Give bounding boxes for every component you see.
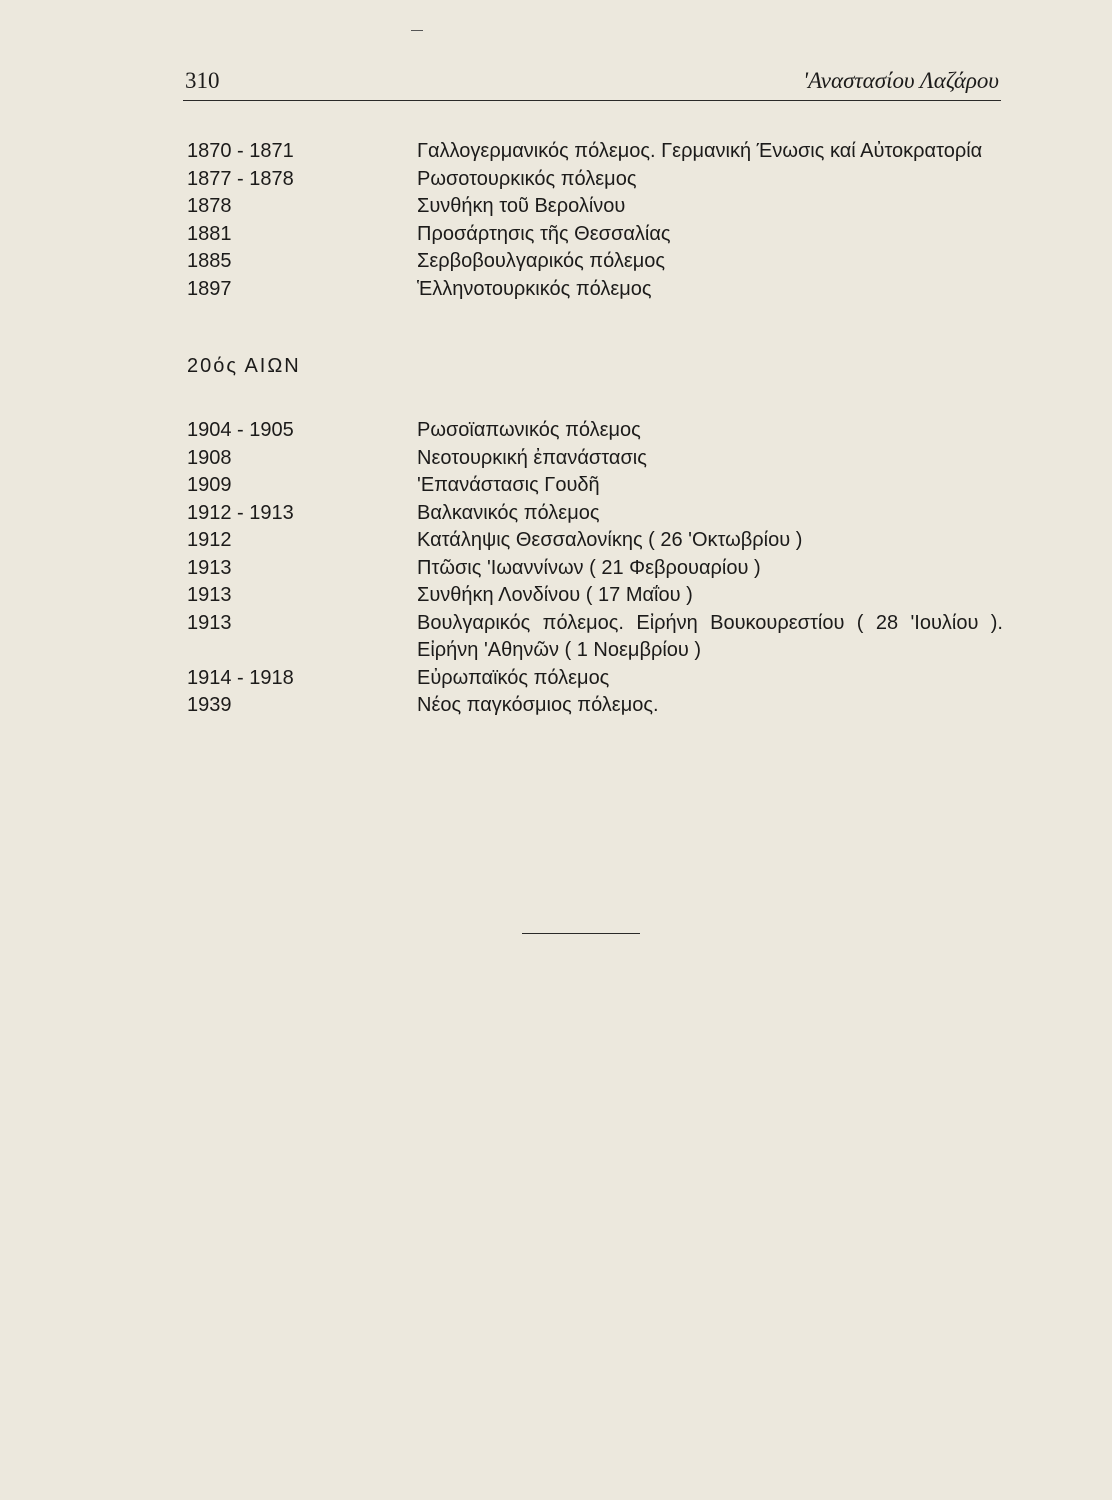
chronology-row <box>187 610 1003 665</box>
chronology-row <box>187 665 1003 693</box>
chronology-row <box>187 555 1003 583</box>
chronology-row <box>187 166 1003 194</box>
entry-date: 1909 <box>187 474 232 496</box>
entry-event: Ρωσοτουρκικός πόλεμος <box>417 167 637 190</box>
entry-date: 1908 <box>187 446 232 469</box>
header-rule <box>183 100 1001 101</box>
chronology-row <box>187 276 1003 304</box>
chronology-row <box>187 221 1003 249</box>
entry-event: Νεοτουρκική ἐπανάστασις <box>417 446 647 469</box>
entry-date: 1897 <box>187 277 232 300</box>
page-number: 310 <box>185 68 220 93</box>
entry-date: 1913 <box>187 556 232 579</box>
entry-date: 1913 <box>187 584 232 606</box>
chronology-row <box>187 248 1003 276</box>
entry-date: 1881 <box>187 222 232 245</box>
chronology-row <box>187 527 1003 555</box>
entry-event: Νέος παγκόσμιος πόλεμος. <box>417 694 659 716</box>
entry-event: Βουλγαρικός πόλεμος. Εἰρήνη Βουκουρεστίου ( 28 'Ιουλίου ). Εἰρήνη 'Αθηνῶν ( 1 Νοεμβρίου ) <box>417 611 1003 661</box>
entry-event: Συνθήκη τοῦ Βερολίνου <box>417 195 626 217</box>
entry-date: 1885 <box>187 250 232 272</box>
entry-date: 1878 <box>187 195 232 217</box>
entry-event: Ρωσοϊαπωνικός πόλεμος <box>417 419 641 441</box>
entry-event: Βαλκανικός πόλεμος <box>417 501 600 524</box>
entry-date: 1914 - 1918 <box>187 666 294 689</box>
chronology-row <box>187 582 1003 610</box>
print-mark <box>411 30 423 31</box>
entry-date: 1912 - 1913 <box>187 501 294 524</box>
entry-date: 1877 - 1878 <box>187 167 294 190</box>
century-heading: 20ός ΑΙΩΝ <box>187 355 301 377</box>
entry-event: Πτῶσις 'Ιωαννίνων ( 21 Φεβρουαρίου ) <box>417 556 761 579</box>
entry-date: 1939 <box>187 694 232 716</box>
chronology-row <box>187 500 1003 528</box>
chronology-list-19th-century <box>187 138 1003 303</box>
entry-event: 'Επανάστασις Γουδῆ <box>417 474 600 496</box>
entry-date: 1904 - 1905 <box>187 419 294 441</box>
entry-date: 1870 - 1871 <box>187 140 294 162</box>
chronology-row <box>187 445 1003 473</box>
chronology-row <box>187 472 1003 500</box>
entry-date: 1912 <box>187 529 232 551</box>
entry-event: Προσάρτησις τῆς Θεσσαλίας <box>417 222 671 245</box>
entry-event: Γαλλογερμανικός πόλεμος. Γερμανική Ένωσις καί Αὐτοκρατορία <box>417 140 983 162</box>
chronology-row <box>187 138 1003 166</box>
entry-event: Ἑλληνοτουρκικός πόλεμος <box>417 277 652 300</box>
entry-event: Κατάληψις Θεσσαλονίκης ( 26 'Οκτωβρίου ) <box>417 529 803 551</box>
chronology-row <box>187 417 1003 445</box>
entry-event: Σερβοβουλγαρικός πόλεμος <box>417 250 666 272</box>
end-rule <box>522 933 640 934</box>
chronology-row <box>187 692 1003 720</box>
chronology-list-20th-century <box>187 417 1003 720</box>
running-head: 'Αναστασίου Λαζάρου <box>803 68 999 93</box>
entry-event: Εὐρωπαϊκός πόλεμος <box>417 666 610 689</box>
chronology-row <box>187 193 1003 221</box>
entry-event: Συνθήκη Λονδίνου ( 17 Μαΐου ) <box>417 584 693 606</box>
entry-date: 1913 <box>187 611 232 634</box>
